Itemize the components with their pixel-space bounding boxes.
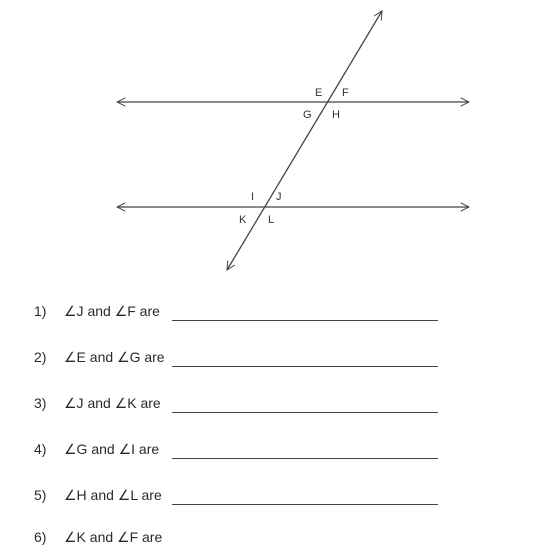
question-number: 1) [34,303,47,319]
question-text: ∠K and ∠F are [64,529,163,545]
question-number: 3) [34,395,47,411]
question-number: 2) [34,349,47,365]
question-text: ∠H and ∠L are [64,487,162,503]
angle-label-k: K [239,214,247,226]
answer-blank[interactable] [172,320,438,321]
question-text: ∠G and ∠I are [64,441,160,457]
question-1 [34,301,454,321]
answer-blank[interactable] [172,366,438,367]
angle-label-f: F [342,87,349,99]
question-4 [34,439,454,459]
question-number: 4) [34,441,47,457]
angle-label-i: I [251,191,255,203]
question-2 [34,347,454,367]
answer-blank[interactable] [172,504,438,505]
angle-label-h: H [332,109,340,121]
question-text: ∠J and ∠F are [64,303,160,319]
angle-label-g: G [303,109,312,121]
question-3 [34,393,454,413]
answer-blank[interactable] [172,458,438,459]
question-text: ∠E and ∠G are [64,349,165,365]
question-5 [34,485,454,505]
answer-blank[interactable] [172,412,438,413]
angle-label-e: E [315,87,323,99]
angle-label-l: L [268,214,275,226]
question-number: 6) [34,529,47,545]
question-text: ∠J and ∠K are [64,395,161,411]
question-6 [34,527,454,547]
angle-label-j: J [276,191,282,203]
transversal-line [227,11,382,270]
question-number: 5) [34,487,47,503]
